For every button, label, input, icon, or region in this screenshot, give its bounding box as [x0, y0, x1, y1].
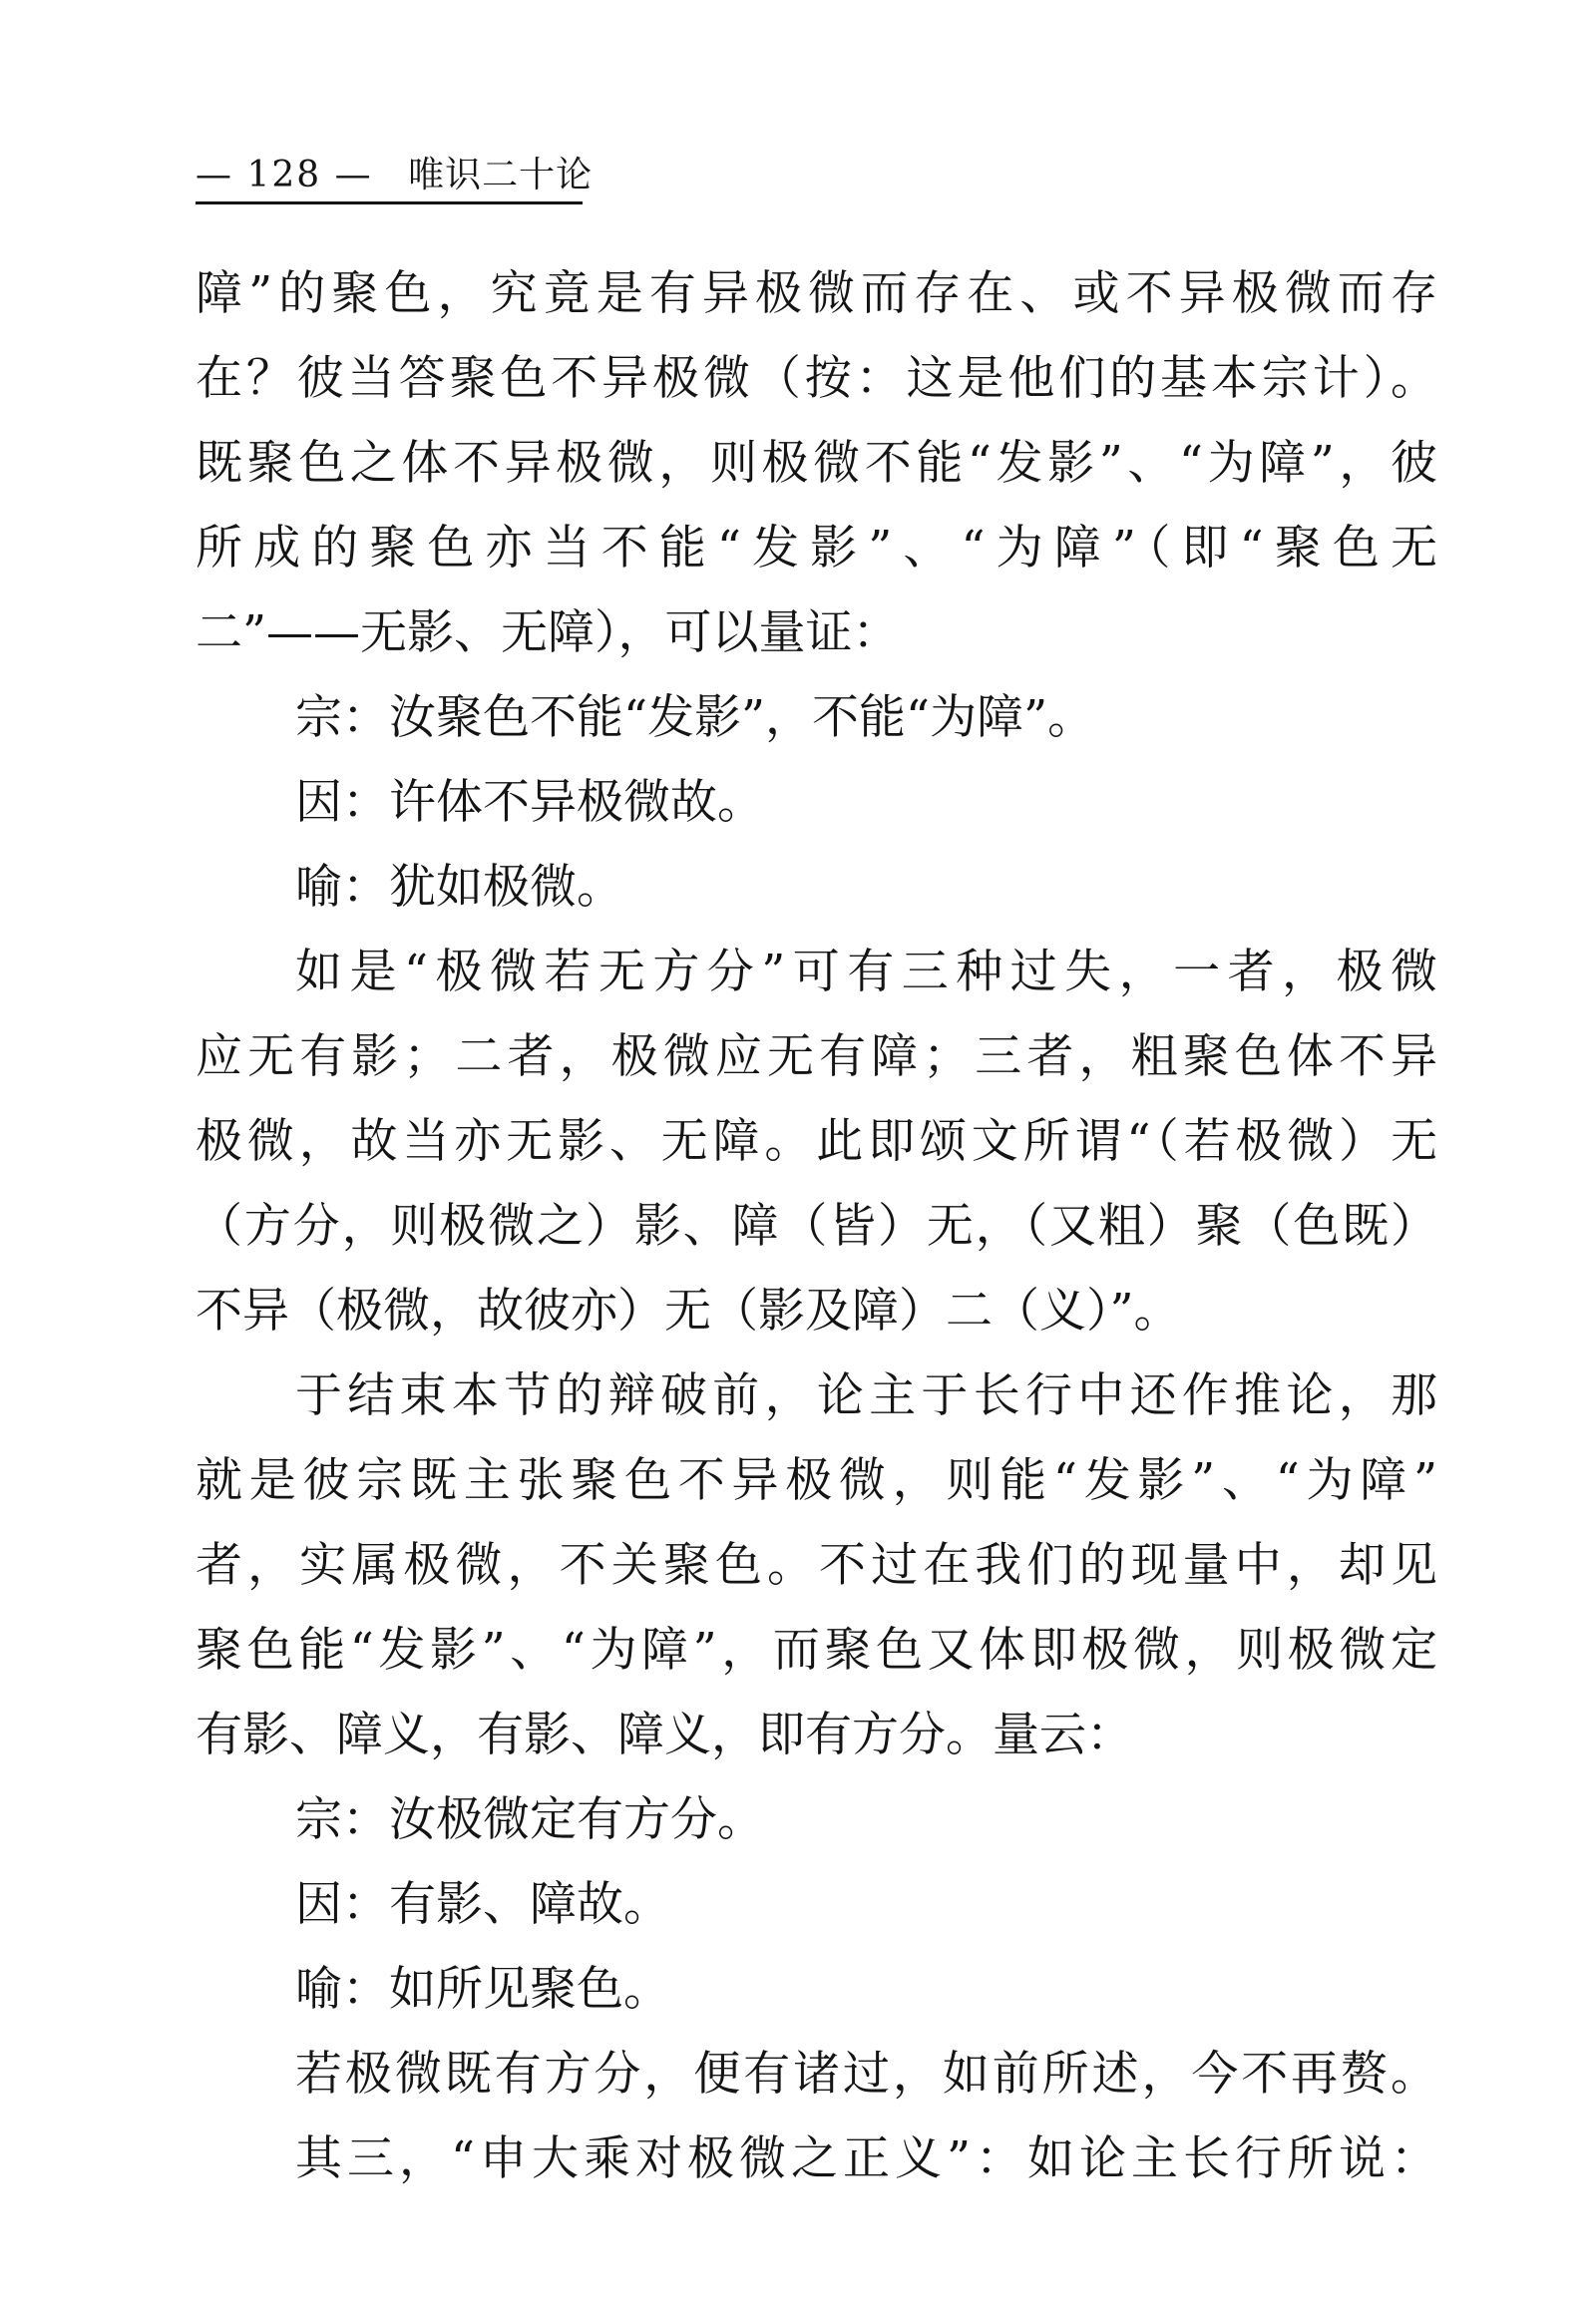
syllogism-thesis: 宗：汝聚色不能“发影”，不能“为障”。 — [295, 690, 1095, 745]
book-title: 唯识二十论 — [408, 155, 594, 195]
syllogism-thesis: 宗：汝极微定有方分。 — [295, 1792, 764, 1847]
paragraph-start: 其三，“申大乘对极微之正义”：如论主长行所说： — [295, 2131, 1437, 2186]
text-line: 有影、障义，有影、障义，即有方分。量云： — [196, 1708, 1133, 1762]
paragraph-start: 如是“极微若无方分”可有三种过失，一者，极微 — [295, 945, 1437, 999]
text-line: 所成的聚色亦当不能“发影”、“为障”（即“聚色无 — [196, 521, 1437, 576]
text-line: 障”的聚色，究竟是有异极微而存在、或不异极微而存 — [196, 266, 1437, 321]
running-head — [196, 150, 1432, 209]
syllogism-reason: 因：有影、障故。 — [295, 1877, 670, 1932]
text-line: 既聚色之体不异极微，则极微不能“发影”、“为障”，彼 — [196, 436, 1437, 491]
text-line: 极微，故当亦无影、无障。此即颂文所谓“（若极微）无 — [196, 1114, 1437, 1169]
text-line: 在？彼当答聚色不异极微（按：这是他们的基本宗计）。 — [196, 351, 1437, 406]
syllogism-example: 喻：如所见聚色。 — [295, 1962, 670, 2017]
syllogism-example: 喻：犹如极微。 — [295, 860, 623, 915]
text-line: 聚色能“发影”、“为障”，而聚色又体即极微，则极微定 — [196, 1623, 1437, 1678]
body-text — [196, 251, 1437, 2201]
text-line: 不异（极微，故彼亦）无（影及障）二（义）”。 — [196, 1284, 1181, 1339]
text-line: 者，实属极微，不关聚色。不过在我们的现量中，却见 — [196, 1538, 1437, 1593]
paragraph-start: 若极微既有方分，便有诸过，如前所述，今不再赘。 — [295, 2047, 1437, 2102]
page-number: — 128 — — [196, 155, 373, 195]
paragraph-start: 于结束本节的辩破前，论主于长行中还作推论，那 — [295, 1368, 1437, 1423]
syllogism-reason: 因：许体不异极微故。 — [295, 775, 764, 830]
text-line: 应无有影；二者，极微应无有障；三者，粗聚色体不异 — [196, 1029, 1437, 1084]
header-rule — [196, 201, 583, 204]
text-line: （方分，则极微之）影、障（皆）无，（又粗）聚（色既） — [196, 1199, 1437, 1254]
text-line: 二”——无影、无障），可以量证： — [196, 605, 900, 660]
text-line: 就是彼宗既主张聚色不异极微，则能“发影”、“为障” — [196, 1453, 1437, 1508]
